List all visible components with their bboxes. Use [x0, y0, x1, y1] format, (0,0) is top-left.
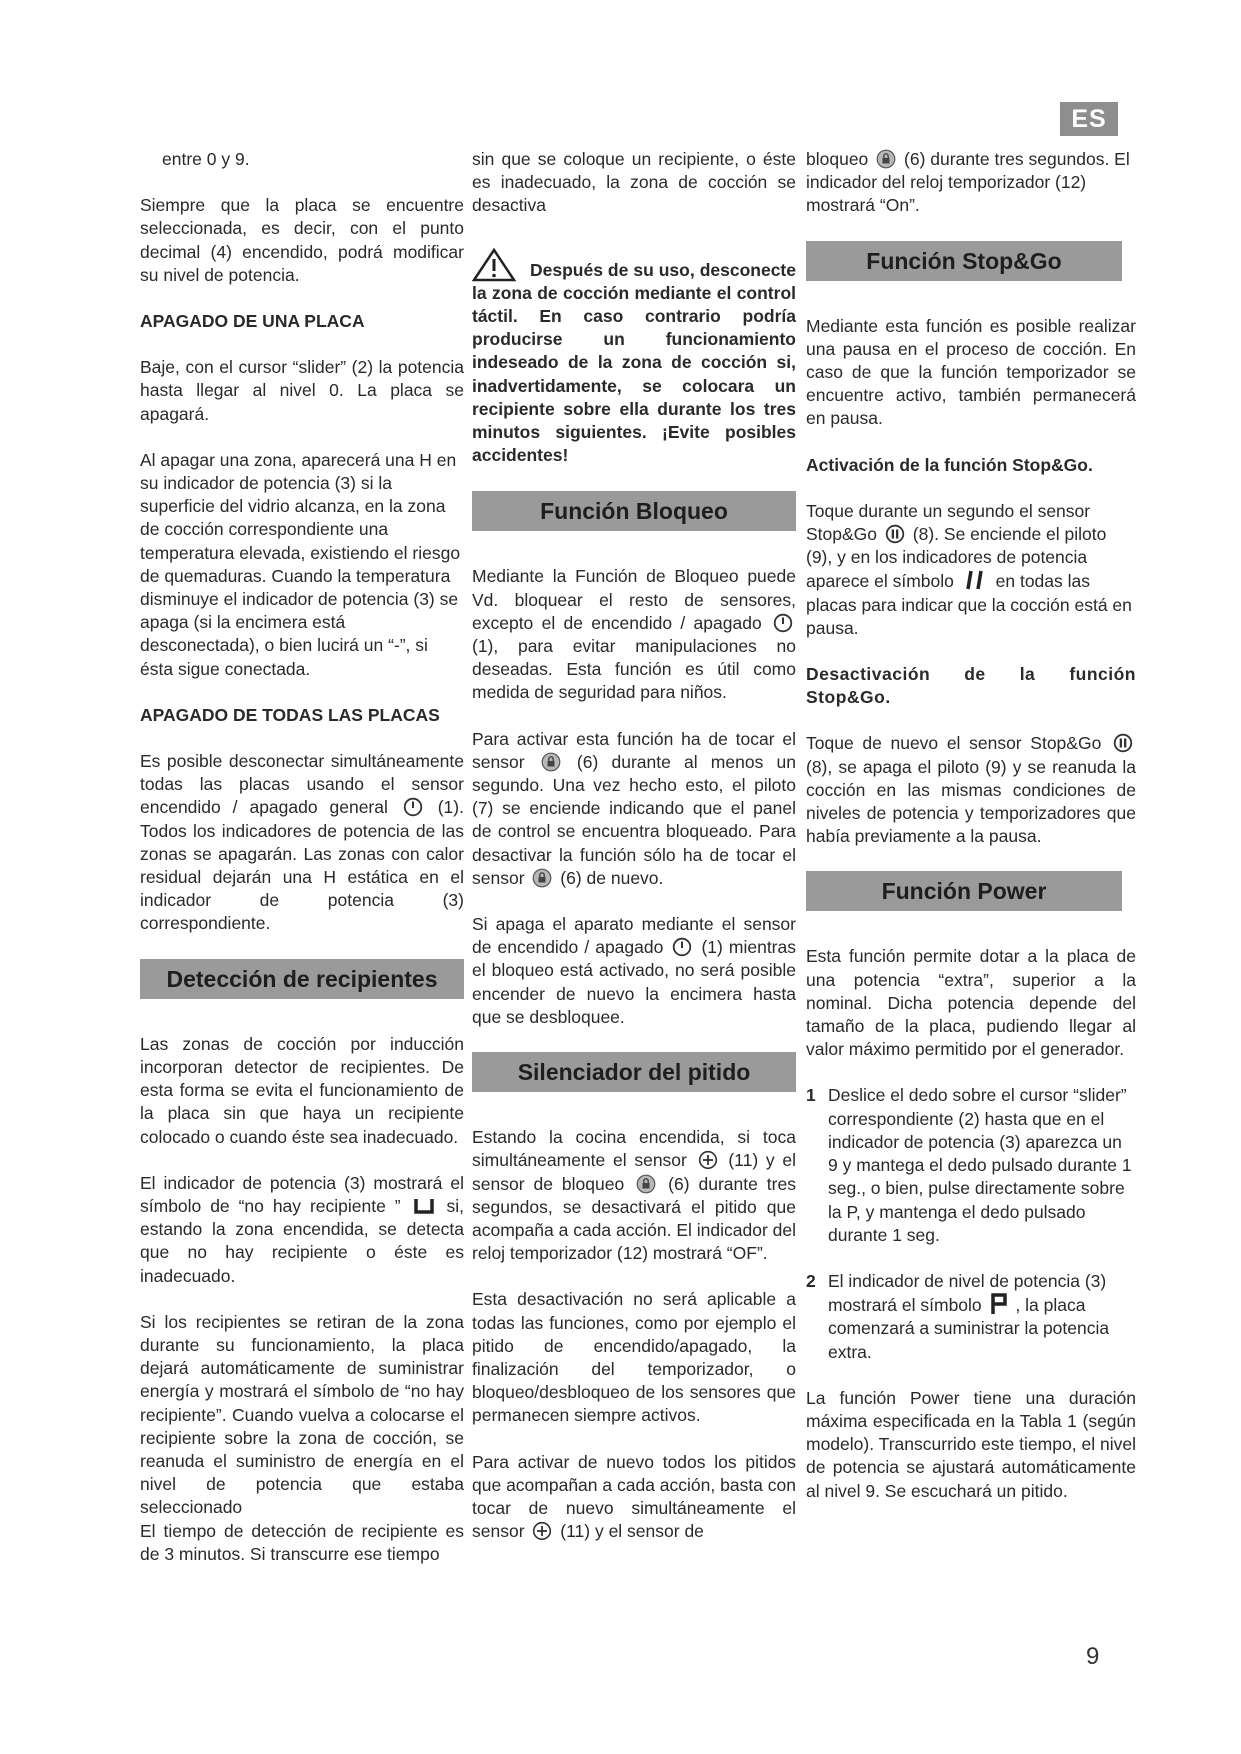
paragraph — [472, 1451, 796, 1544]
text: (6) de nuevo. — [560, 867, 664, 888]
text: (6) durante tres segundos, se desactivará el pitido que acompaña a cada acción. El indicador del reloj temporizador (12) mostrará “OF”. — [472, 1173, 796, 1264]
plus-icon — [698, 1150, 718, 1170]
list-item — [806, 1270, 1136, 1364]
text: bloqueo — [806, 149, 869, 169]
column-2 — [472, 148, 796, 1566]
paragraph — [806, 732, 1136, 848]
text: Si apaga el aparato mediante el sensor de encendido / apagado — [472, 914, 796, 958]
power-icon — [672, 937, 692, 957]
item-number: 1 — [806, 1085, 816, 1106]
column-3 — [806, 148, 1136, 1526]
text: (11) y el sensor de — [560, 1521, 704, 1542]
text: (8), se apaga el piloto (9) y se reanuda la cocción en las mismas condiciones de niveles de potencia y temporizadores que había previamente a la pausa. — [806, 756, 1136, 847]
language-badge: ES — [1060, 102, 1118, 136]
text: Mediante la Función de Bloqueo puede Vd. bloquear el resto de sensores, excepto el de encendido / apagado — [472, 566, 796, 633]
paragraph: sin que se coloque un recipiente, o éste es inadecuado, la zona de cocción se desactiva — [472, 149, 796, 216]
pause-display-symbol-icon — [962, 569, 988, 591]
text: (11) y el sensor de bloqueo — [472, 1150, 796, 1194]
text: Toque durante un segundo el sensor Stop&Go — [806, 500, 1091, 545]
paragraph: Esta función permite dotar a la placa de una potencia “extra”, superior a la nominal. Dicha potencia depende del tamaño de la placa, pudiendo llegar al valor máximo permitido por el generador. — [806, 946, 1136, 1060]
item-number: 2 — [806, 1270, 816, 1291]
power-p-symbol-icon — [990, 1293, 1008, 1315]
power-icon — [403, 797, 423, 817]
text: Para activar de nuevo todos los pitidos que acompañan a cada acción, basta con tocar de nuevo simultáneamente el sensor — [472, 1451, 796, 1542]
no-pan-symbol-icon — [413, 1196, 435, 1216]
item-text-wrap — [828, 1270, 1136, 1364]
heading-apagado-todas: APAGADO DE TODAS LAS PLACAS — [140, 704, 440, 725]
text: El indicador de nivel de potencia (3) mostrará el símbolo — [828, 1270, 1107, 1316]
heading-apagado-placa: APAGADO DE UNA PLACA — [140, 311, 365, 332]
heading-activacion-stopgo: Activación de la función Stop&Go. — [806, 454, 1093, 475]
text: , la placa comenzará a suministrar la potencia extra. — [828, 1295, 1110, 1362]
warning-block — [472, 248, 796, 468]
paragraph: Esta desactivación no será aplicable a todas las funciones, como por ejemplo el pitido de encendido/apagado, la finalización del temporizador, o bloqueo/desbloqueo de los sensores que permanecen siempre activos. — [472, 1289, 796, 1426]
text: El indicador de potencia (3) mostrará el símbolo de “no hay recipiente ” — [140, 1172, 464, 1216]
lock-icon — [532, 868, 552, 888]
paragraph: Al apagar una zona, aparecerá una H en su indicador de potencia (3) si la superficie del vidrio alcanza, en la zona de cocción correspondiente una temperatura elevada, existiendo el riesgo de quemaduras. Cuando la temperatura disminuye el indicador de potencia (3) se apaga (si la encimera está desconectada), o bien lucirá un “-”, si ésta sigue conectada. — [140, 449, 461, 679]
text: (1). Todos los indicadores de potencia de las zonas se apagarán. Las zonas con calor residual dejarán una H estática en el indicador de potencia (3) correspondiente. — [140, 797, 464, 934]
heading-desactivacion-stopgo: Desactivación de la función Stop&Go. — [806, 664, 1136, 708]
paragraph — [472, 565, 796, 704]
plus-icon — [532, 1521, 552, 1541]
text: (6) durante tres segundos. El indicador del reloj temporizador (12) mostrará “On”. — [806, 149, 1130, 216]
lock-icon — [541, 752, 561, 772]
text: Para activar esta función ha de tocar el sensor — [472, 728, 796, 772]
warning-triangle-icon — [472, 248, 516, 282]
heading-funcion-bloqueo: Función Bloqueo — [472, 491, 796, 531]
text: Estando la cocina encendida, si toca simultáneamente el sensor — [472, 1127, 796, 1171]
pause-icon — [1113, 733, 1133, 753]
heading-funcion-power: Función Power — [806, 871, 1122, 911]
list-item — [806, 1084, 1136, 1246]
paragraph — [806, 148, 1136, 218]
paragraph — [140, 750, 464, 936]
paragraph: Siempre que la placa se encuentre seleccionada, es decir, con el punto decimal (4) encendido, podrá modificar su nivel de potencia. — [140, 195, 464, 285]
paragraph: entre 0 y 9. — [162, 149, 250, 169]
text: (8). Se enciende el piloto (9), y en los indicadores de potencia aparece el símbolo — [806, 524, 1107, 592]
power-icon — [773, 613, 793, 633]
heading-silenciador-pitido: Silenciador del pitido — [472, 1052, 796, 1092]
lock-icon — [876, 149, 896, 169]
paragraph — [472, 1126, 796, 1265]
paragraph: Baje, con el cursor “slider” (2) la potencia hasta llegar al nivel 0. La placa se apagará. — [140, 357, 464, 424]
paragraph: Las zonas de cocción por inducción incorporan detector de recipientes. De esta forma se evita el funcionamiento de la placa sin que haya un recipiente colocado o cuando éste sea inadecuado. — [140, 1033, 464, 1147]
text: (6) durante al menos un segundo. Una vez hecho esto, el piloto (7) se enciende indicando que el panel de control se encuentra bloqueado. Para desactivar la función sólo ha de tocar el sensor — [472, 751, 796, 888]
text: (1) mientras el bloqueo está activado, no será posible encender de nuevo la encimera hasta que se desbloquee. — [472, 937, 796, 1027]
heading-deteccion-recipientes: Detección de recipientes — [140, 959, 464, 999]
page-number: 9 — [1086, 1643, 1100, 1670]
paragraph — [140, 1172, 464, 1288]
text: Es posible desconectar simultáneamente todas las placas usando el sensor encendido / apagado general — [140, 751, 464, 818]
pause-icon — [885, 524, 905, 544]
paragraph: Mediante esta función es posible realizar una pausa en el proceso de cocción. En caso de que la función temporizador se encuentre activo, también permanecerá en pausa. — [806, 315, 1136, 429]
lock-icon — [636, 1174, 656, 1194]
warning-text: Después de su uso, desconecte la zona de cocción mediante el control táctil. En caso contrario podría producirse un funcionamiento indeseado de la zona de cocción si, inadvertidamente, se colocara un recipiente sobre ella durante los tres minutos siguientes. ¡Evite posibles accidentes! — [472, 259, 796, 466]
paragraph: La función Power tiene una duración máxima especificada en la Tabla 1 (según modelo). Transcurrido este tiempo, el nivel de potencia se ajustará automáticamente al nivel 9. Se escuchará un pitido. — [806, 1387, 1136, 1501]
paragraph: Si los recipientes se retiran de la zona durante su funcionamiento, la placa dejará automáticamente de suministrar energía y mostrará el símbolo de “no hay recipiente”. Cuando vuelva a colocarse el recipiente sobre la zona de cocción, se reanuda el suministro de energía en el nivel de potencia que estaba seleccionado — [140, 1311, 464, 1518]
item-text: Deslice el dedo sobre el cursor “slider” correspondiente (2) hasta que en el indicador de potencia (3) aparezca un 9 y mantega el dedo pulsado durante 1 seg., o bien, pulse directamente sobre la P, y mantenga el dedo pulsado durante 1 seg. — [828, 1085, 1132, 1245]
paragraph — [472, 728, 796, 890]
heading-funcion-stopgo: Función Stop&Go — [806, 241, 1122, 281]
column-1 — [140, 148, 464, 1589]
text: Toque de nuevo el sensor Stop&Go — [806, 733, 1102, 754]
text: en todas las placas para indicar que la cocción está en pausa. — [806, 571, 1132, 638]
paragraph — [806, 500, 1136, 640]
text: si, estando la zona encendida, se detecta que no hay recipiente o éste es inadecuado. — [140, 1195, 464, 1286]
text: (1), para evitar manipulaciones no deseadas. Esta función es útil como medida de seguridad para niños. — [472, 636, 796, 703]
paragraph — [472, 913, 796, 1029]
paragraph: El tiempo de detección de recipiente es de 3 minutos. Si transcurre ese tiempo — [140, 1520, 464, 1564]
